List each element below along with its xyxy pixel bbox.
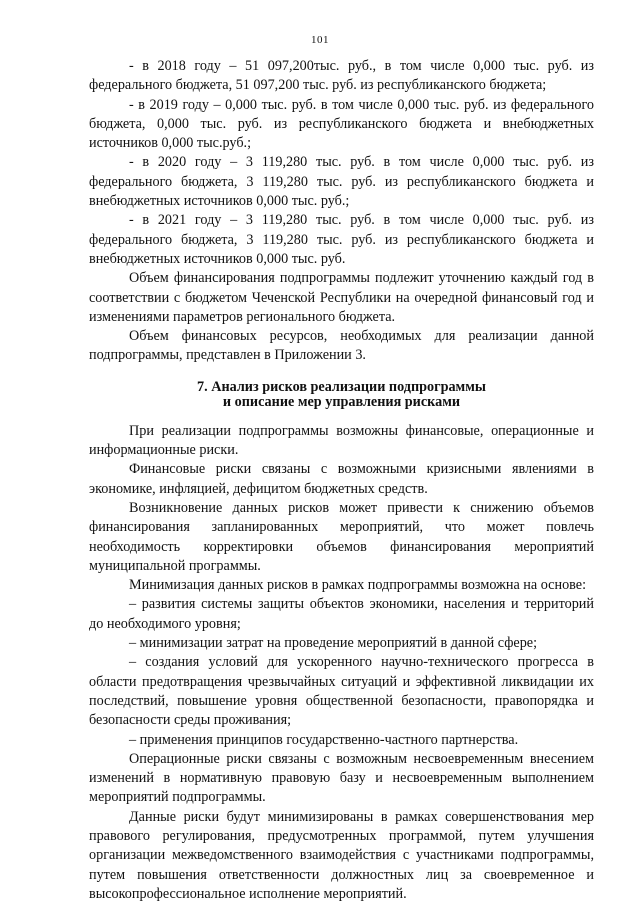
risk-list-item: – развития системы защиты объектов экономики, населения и территорий до необходимого уровня; bbox=[89, 596, 594, 632]
page-number: 101 bbox=[311, 34, 329, 46]
section-heading-line-1: 7. Анализ рисков реализации подпрограммы bbox=[197, 378, 486, 395]
document-body bbox=[89, 57, 594, 904]
funding-clarification-paragraph: Объем финансирования подпрограммы подлежит уточнению каждый год в соответствии с бюджетом Чеченской Республики на очередной финансовый год и изменениями параметров регионального бюджета. bbox=[89, 270, 594, 325]
section-heading-line-2: и описание мер управления рисками bbox=[222, 393, 461, 410]
risk-paragraph-mitigation: Данные риски будут минимизированы в рамках совершенствования мер правового регулирования, предусмотренных программой, путем улучшения организации межведомственного взаимодействия с участниками подпрограммы, путем повышения ответственности должностных лиц за своевременное и высокопрофессиональное исполнение мероприятий. bbox=[89, 808, 594, 902]
funding-paragraph-2018: - в 2018 году – 51 097,200тыс. руб., в том числе 0,000 тыс. руб. из федерального бюджета, 51 097,200 тыс. руб. из республиканского бюджета; bbox=[89, 58, 594, 94]
section-heading bbox=[89, 380, 594, 410]
risk-paragraph-financial: Финансовые риски связаны с возможными кризисными явлениями в экономике, инфляцией, дефицитом бюджетных средств. bbox=[89, 461, 594, 497]
risk-paragraph-minimization: Минимизация данных рисков в рамках подпрограммы возможна на основе: bbox=[129, 577, 587, 594]
funding-paragraph-2020: - в 2020 году – 3 119,280 тыс. руб. в том числе 0,000 тыс. руб. из федерального бюджета, 3 119,280 тыс. руб. из республиканского бюджета и внебюджетных источников 0,000 тыс. руб.; bbox=[89, 154, 594, 210]
risk-paragraph-operational: Операционные риски связаны с возможным несвоевременным внесением изменений в нормативную правовую базу и несвоевременным выполнением мероприятий подпрограммы. bbox=[89, 750, 594, 806]
risk-paragraph-consequences: Возникновение данных рисков может привести к снижению объемов финансирования запланированных мероприятий, что может повлечь необходимость корректировки объемов финансирования мероприятий муниципальной программы. bbox=[89, 499, 594, 574]
funding-paragraph-2021: - в 2021 году – 3 119,280 тыс. руб. в том числе 0,000 тыс. руб. из федерального бюджета, 3 119,280 тыс. руб. из республиканского бюджета и внебюджетных источников 0,000 тыс. руб. bbox=[89, 212, 594, 267]
funding-appendix-paragraph: Объем финансовых ресурсов, необходимых для реализации данной подпрограммы, представлен в Приложении 3. bbox=[89, 328, 594, 364]
risk-list-item: – применения принципов государственно-частного партнерства. bbox=[129, 731, 519, 748]
risk-paragraph-intro: При реализации подпрограммы возможны финансовые, операционные и информационные риски. bbox=[89, 422, 594, 459]
funding-paragraph-2019: - в 2019 году – 0,000 тыс. руб. в том числе 0,000 тыс. руб. из федерального бюджета, 0,000 тыс. руб. из республиканского бюджета и внебюджетных источников 0,000 тыс.руб.; bbox=[89, 96, 594, 152]
risk-list-item: – создания условий для ускоренного научно-технического прогресса в области предотвращения чрезвычайных ситуаций и эффективной ликвидации их последствий, повышение уровня общественной безопасности, правопорядка и безопасности среды проживания; bbox=[89, 654, 594, 729]
risk-list-item: – минимизации затрат на проведение мероприятий в данной сфере; bbox=[129, 635, 538, 652]
